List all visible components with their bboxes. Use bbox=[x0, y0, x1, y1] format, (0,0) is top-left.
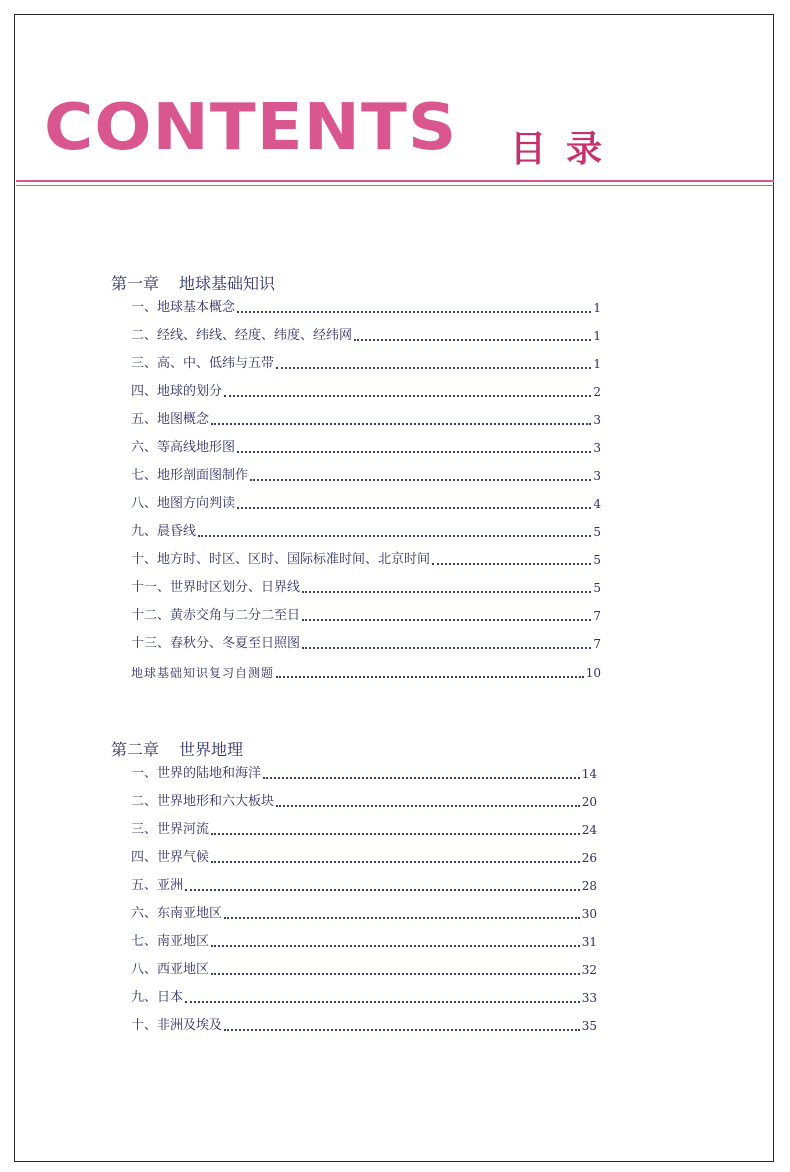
toc-item[interactable] bbox=[131, 905, 597, 923]
toc-item-page: 1 bbox=[593, 329, 601, 343]
toc-item-label: 八、西亚地区 bbox=[131, 962, 210, 977]
dot-leader bbox=[432, 563, 591, 565]
dot-leader bbox=[224, 917, 580, 919]
toc-item-label: 四、世界气候 bbox=[131, 850, 210, 865]
toc-item-label: 一、世界的陆地和海洋 bbox=[131, 766, 262, 781]
toc-item-page: 4 bbox=[593, 497, 601, 511]
toc-item-label: 一、地球基本概念 bbox=[131, 300, 236, 315]
toc-item-label: 五、地图概念 bbox=[131, 412, 210, 427]
toc-item[interactable] bbox=[131, 439, 601, 457]
toc-item-review[interactable] bbox=[131, 664, 601, 682]
dot-leader bbox=[211, 833, 580, 835]
toc-item[interactable] bbox=[131, 383, 601, 401]
dot-leader bbox=[250, 479, 591, 481]
toc-item[interactable] bbox=[131, 327, 601, 345]
chapter-number: 第二章 bbox=[111, 740, 160, 759]
toc-item-page: 1 bbox=[593, 301, 601, 315]
toc-item-label: 七、南亚地区 bbox=[131, 934, 210, 949]
toc-item-page: 7 bbox=[593, 609, 601, 623]
toc-item-page: 30 bbox=[581, 907, 597, 921]
dot-leader bbox=[185, 1001, 580, 1003]
dot-leader bbox=[211, 861, 580, 863]
dot-leader bbox=[185, 889, 580, 891]
toc-item-page: 3 bbox=[593, 413, 601, 427]
toc-item-label: 二、经线、纬线、经度、纬度、经纬网 bbox=[131, 328, 353, 343]
dot-leader bbox=[211, 945, 580, 947]
toc-item[interactable] bbox=[131, 523, 601, 541]
toc-item-label: 十、地方时、时区、区时、国际标准时间、北京时间 bbox=[131, 552, 431, 567]
toc-item[interactable] bbox=[131, 579, 601, 597]
toc-item[interactable] bbox=[131, 793, 597, 811]
toc-item-label: 三、高、中、低纬与五带 bbox=[131, 356, 275, 371]
dot-leader bbox=[354, 339, 591, 341]
toc-item[interactable] bbox=[131, 355, 601, 373]
toc-item-page: 28 bbox=[581, 879, 597, 893]
dot-leader bbox=[224, 395, 591, 397]
dot-leader bbox=[276, 367, 591, 369]
toc-item-page: 24 bbox=[581, 823, 597, 837]
toc-item-label: 五、亚洲 bbox=[131, 878, 184, 893]
toc-item[interactable] bbox=[131, 299, 601, 317]
toc-item-label: 八、地图方向判读 bbox=[131, 496, 236, 511]
toc-item-label: 十一、世界时区划分、日界线 bbox=[131, 580, 301, 595]
toc-item[interactable] bbox=[131, 607, 601, 625]
toc-item[interactable] bbox=[131, 989, 597, 1007]
toc-item[interactable] bbox=[131, 635, 601, 653]
dot-leader bbox=[302, 647, 591, 649]
toc-item-label: 六、东南亚地区 bbox=[131, 906, 223, 921]
toc-item-label: 十三、春秋分、冬夏至日照图 bbox=[131, 636, 301, 651]
toc-item-page: 33 bbox=[581, 991, 597, 1005]
dot-leader bbox=[302, 619, 591, 621]
chapter-heading bbox=[111, 274, 275, 294]
toc-item-page: 31 bbox=[581, 935, 597, 949]
title-rule-thin bbox=[16, 185, 774, 186]
toc-item-page: 32 bbox=[581, 963, 597, 977]
contents-title: CONTENTS bbox=[44, 91, 458, 165]
toc-item-page: 1 bbox=[593, 357, 601, 371]
toc-item-page: 7 bbox=[593, 637, 601, 651]
toc-item[interactable] bbox=[131, 849, 597, 867]
dot-leader bbox=[224, 1029, 580, 1031]
contents-title-cn: 目录 bbox=[510, 129, 623, 170]
toc-item-page: 20 bbox=[581, 795, 597, 809]
toc-item-page: 2 bbox=[593, 385, 601, 399]
chapter-title: 地球基础知识 bbox=[179, 274, 276, 293]
title-rule bbox=[16, 180, 774, 182]
dot-leader bbox=[237, 311, 591, 313]
toc-item[interactable] bbox=[131, 551, 601, 569]
toc-item[interactable] bbox=[131, 467, 601, 485]
toc-item[interactable] bbox=[131, 933, 597, 951]
toc-item[interactable] bbox=[131, 495, 601, 513]
dot-leader bbox=[237, 507, 591, 509]
toc-item[interactable] bbox=[131, 877, 597, 895]
toc-item-page: 10 bbox=[585, 666, 601, 680]
toc-item-page: 35 bbox=[581, 1019, 597, 1033]
toc-item-label: 九、日本 bbox=[131, 990, 184, 1005]
toc-item-page: 14 bbox=[581, 767, 597, 781]
dot-leader bbox=[276, 805, 580, 807]
toc-item[interactable] bbox=[131, 765, 597, 783]
chapter-number: 第一章 bbox=[111, 274, 160, 293]
toc-item-label: 十、非洲及埃及 bbox=[131, 1018, 223, 1033]
toc-item[interactable] bbox=[131, 961, 597, 979]
toc-item-page: 5 bbox=[593, 553, 601, 567]
toc-item[interactable] bbox=[131, 1017, 597, 1035]
dot-leader bbox=[237, 451, 591, 453]
toc-item-label: 二、世界地形和六大板块 bbox=[131, 794, 275, 809]
toc-item-label: 地球基础知识复习自测题 bbox=[131, 666, 275, 680]
toc-item-label: 九、晨昏线 bbox=[131, 524, 197, 539]
chapter-title: 世界地理 bbox=[179, 740, 244, 759]
toc-item-page: 26 bbox=[581, 851, 597, 865]
toc-item[interactable] bbox=[131, 411, 601, 429]
toc-item-label: 十二、黄赤交角与二分二至日 bbox=[131, 608, 301, 623]
dot-leader bbox=[276, 676, 584, 678]
dot-leader bbox=[302, 591, 591, 593]
dot-leader bbox=[211, 423, 591, 425]
toc-item-label: 七、地形剖面图制作 bbox=[131, 468, 249, 483]
toc-item-page: 5 bbox=[593, 525, 601, 539]
toc-item[interactable] bbox=[131, 821, 597, 839]
dot-leader bbox=[263, 777, 580, 779]
dot-leader bbox=[198, 535, 591, 537]
toc-item-label: 三、世界河流 bbox=[131, 822, 210, 837]
toc-item-label: 六、等高线地形图 bbox=[131, 440, 236, 455]
dot-leader bbox=[211, 973, 580, 975]
toc-item-page: 5 bbox=[593, 581, 601, 595]
chapter-heading bbox=[111, 740, 243, 760]
toc-item-page: 3 bbox=[593, 441, 601, 455]
toc-item-label: 四、地球的划分 bbox=[131, 384, 223, 399]
toc-item-page: 3 bbox=[593, 469, 601, 483]
